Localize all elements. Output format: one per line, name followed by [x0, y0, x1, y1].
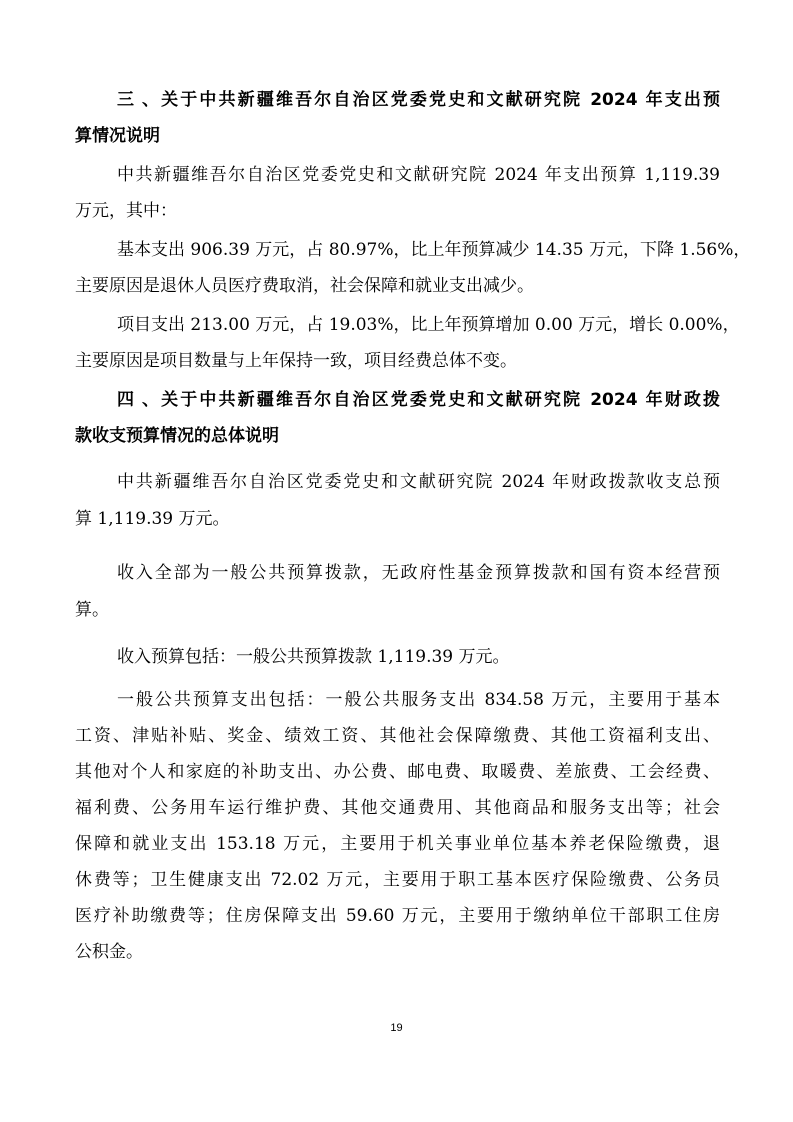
section-3-paragraph-1-cont: 万元，其中：: [75, 201, 177, 221]
section-3-paragraph-3-cont: 主要原因是项目数量与上年保持一致，项目经费总体不变。: [75, 351, 517, 371]
section-4-paragraph-4: 一般公共预算支出包括：一般公共服务支出 834.58 万元，主要用于基本: [117, 690, 720, 710]
section-3-heading: [117, 88, 720, 112]
section-4-paragraph-4-line-6: 休费等；卫生健康支出 72.02 万元，主要用于职工基本医疗保险缴费、公务员: [75, 870, 720, 890]
section-4-heading-text: 关于中共新疆维吾尔自治区党委党史和文献研究院 2024 年财政拨: [159, 390, 720, 410]
section-3-heading-cont: 算情况说明: [75, 126, 160, 146]
section-3-paragraph-3: 项目支出 213.00 万元，占 19.03%，比上年预算增加 0.00 万元，增长 0.00%，: [117, 315, 740, 335]
section-4-paragraph-2: 收入全部为一般公共预算拨款，无政府性基金预算拨款和国有资本经营预: [117, 563, 720, 583]
section-4-paragraph-4-line-7: 医疗补助缴费等；住房保障支出 59.60 万元，主要用于缴纳单位干部职工住房: [75, 906, 720, 926]
section-4-paragraph-4-line-3: 其他对个人和家庭的补助支出、办公费、邮电费、取暖费、差旅费、工会经费、: [75, 762, 720, 782]
section-4-paragraph-4-line-5: 保障和就业支出 153.18 万元，主要用于机关事业单位基本养老保险缴费，退: [75, 834, 720, 854]
section-4-paragraph-2-cont: 算。: [75, 600, 109, 620]
section-4-paragraph-1-cont: 算 1,119.39 万元。: [75, 509, 230, 529]
section-3-paragraph-1: 中共新疆维吾尔自治区党委党史和文献研究院 2024 年支出预算 1,119.39: [117, 165, 720, 185]
section-3-number: 三、: [117, 90, 159, 110]
section-3-heading-text: 关于中共新疆维吾尔自治区党委党史和文献研究院 2024 年支出预: [159, 90, 720, 110]
section-4-number: 四、: [117, 390, 159, 410]
section-4-heading-cont: 款收支预算情况的总体说明: [75, 426, 279, 446]
section-3-paragraph-2: 基本支出 906.39 万元，占 80.97%，比上年预算减少 14.35 万元，下降 1.56%，: [117, 240, 751, 260]
section-4-paragraph-4-line-2: 工资、津贴补贴、奖金、绩效工资、其他社会保障缴费、其他工资福利支出、: [75, 726, 720, 746]
section-4-paragraph-3: 收入预算包括：一般公共预算拨款 1,119.39 万元。: [117, 647, 510, 667]
page-number: 19: [390, 1022, 403, 1034]
section-4-paragraph-1: 中共新疆维吾尔自治区党委党史和文献研究院 2024 年财政拨款收支总预: [117, 472, 720, 492]
section-3-paragraph-2-cont: 主要原因是退休人员医疗费取消，社会保障和就业支出减少。: [75, 276, 534, 296]
section-4-paragraph-4-line-4: 福利费、公务用车运行维护费、其他交通费用、其他商品和服务支出等；社会: [75, 798, 720, 818]
section-4-paragraph-4-line-8: 公积金。: [75, 942, 143, 962]
section-4-heading: [117, 388, 720, 412]
